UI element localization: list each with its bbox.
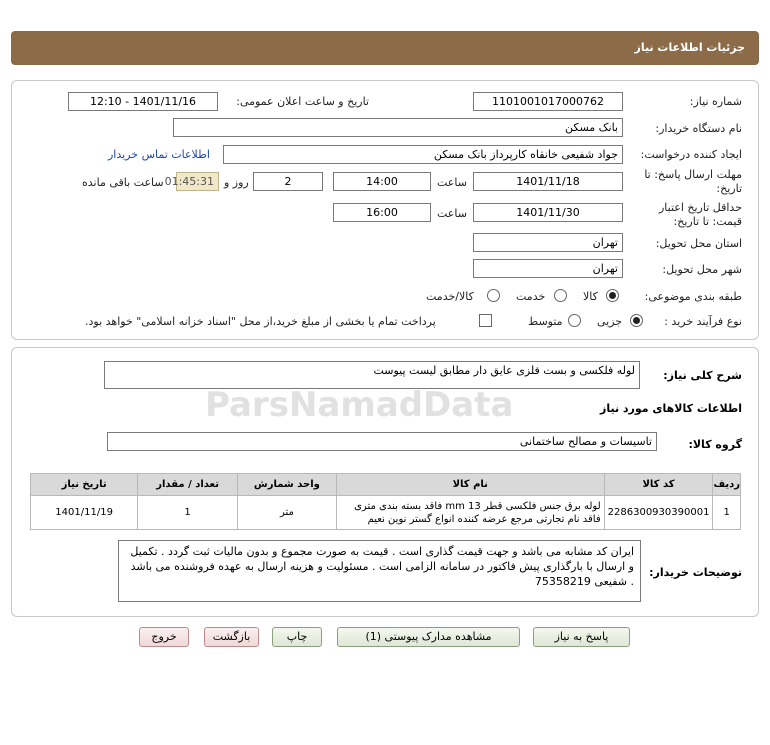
category-label: طبقه بندی موضوعی: bbox=[644, 290, 742, 303]
page-header bbox=[11, 31, 759, 65]
process-label: نوع فرآیند خرید : bbox=[664, 315, 742, 328]
category-radio-goods-service[interactable] bbox=[487, 289, 500, 302]
summary-field: لوله فلکسی و بست فلزی عایق دار مطابق لیست پیوست bbox=[104, 361, 640, 389]
process-option-minor: جزیی bbox=[597, 315, 623, 328]
process-radio-medium[interactable] bbox=[568, 314, 581, 327]
deadline-label-2: تاریخ: bbox=[716, 182, 742, 195]
view-attachments-button[interactable]: مشاهده مدارک پیوستی (1) bbox=[337, 627, 520, 647]
buyer-org-field: بانک مسکن bbox=[173, 118, 623, 137]
cell-name-line1: لوله برق جنس فلکسی قطر mm 13 فاقد بسته بندی متری bbox=[354, 500, 601, 512]
treasury-payment-note: پرداخت تمام یا بخشی از مبلغ خرید،از محل "اسناد خزانه اسلامی" خواهد بود. bbox=[85, 315, 436, 328]
goods-table bbox=[30, 473, 741, 530]
goods-info-title: اطلاعات کالاهای مورد نیاز bbox=[600, 402, 742, 415]
goods-group-field: تاسیسات و مصالح ساختمانی bbox=[107, 432, 657, 451]
buyer-notes-label: توضیحات خریدار: bbox=[649, 566, 742, 579]
deadline-label-1: مهلت ارسال پاسخ: تا bbox=[644, 168, 742, 181]
table-row bbox=[31, 496, 741, 530]
requester-field: جواد شفیعی خانقاه کارپرداز بانک مسکن bbox=[223, 145, 623, 164]
province-field: تهران bbox=[473, 233, 623, 252]
category-option-goods-service: کالا/خدمت bbox=[426, 290, 474, 303]
validity-time-label: ساعت bbox=[437, 207, 467, 220]
cell-unit: متر bbox=[237, 496, 336, 530]
cell-code: 2286300930390001 bbox=[604, 496, 713, 530]
cell-name-line2: فاقد نام تجارتی مرجع عرضه کننده انواع گستر نوین نعیم bbox=[367, 513, 601, 525]
validity-label-2: قیمت: تا تاریخ: bbox=[673, 215, 742, 228]
col-unit: واحد شمارش bbox=[237, 474, 336, 496]
announce-label: تاریخ و ساعت اعلان عمومی: bbox=[236, 95, 369, 108]
need-number-field: 1101001017000762 bbox=[473, 92, 623, 111]
remaining-timer: 01:45:31 bbox=[176, 172, 219, 191]
col-row: ردیف bbox=[713, 474, 741, 496]
remaining-label: ساعت باقی مانده bbox=[82, 176, 164, 189]
requester-label: ایجاد کننده درخواست: bbox=[640, 148, 742, 161]
goods-group-label: گروه کالا: bbox=[688, 438, 742, 451]
col-code: کد کالا bbox=[604, 474, 713, 496]
buyer-notes-field: ایران کد مشابه می باشد و جهت قیمت گذاری است . قیمت به صورت مجموع و بدون مالیات ثبت گردد . تکمیل و ارسال با بارگذاری پیش فاکتور در سامانه الزامی است . مسئولیت و هزینه ارسال به عهده فروشنده می باشد . شفیعی 75358219 bbox=[118, 540, 641, 602]
city-label: شهر محل تحویل: bbox=[662, 263, 742, 276]
reply-button[interactable]: پاسخ به نیاز bbox=[533, 627, 630, 647]
deadline-time-label: ساعت bbox=[437, 176, 467, 189]
announce-field: 1401/11/16 - 12:10 bbox=[68, 92, 218, 111]
summary-label: شرح کلی نیاز: bbox=[663, 369, 742, 382]
back-button[interactable]: بازگشت bbox=[204, 627, 259, 647]
buyer-org-label: نام دستگاه خریدار: bbox=[655, 122, 742, 135]
validity-date-field: 1401/11/30 bbox=[473, 203, 623, 222]
category-radio-service[interactable] bbox=[554, 289, 567, 302]
exit-button[interactable]: خروج bbox=[139, 627, 189, 647]
treasury-payment-checkbox[interactable] bbox=[479, 314, 492, 327]
page-title: جزئیات اطلاعات نیاز bbox=[634, 41, 745, 54]
cell-date: 1401/11/19 bbox=[31, 496, 138, 530]
print-button[interactable]: چاپ bbox=[272, 627, 322, 647]
col-name: نام کالا bbox=[336, 474, 604, 496]
col-date: تاریخ نیاز bbox=[31, 474, 138, 496]
province-label: استان محل تحویل: bbox=[655, 237, 742, 250]
cell-qty: 1 bbox=[138, 496, 238, 530]
deadline-days-field: 2 bbox=[253, 172, 323, 191]
validity-time-field: 16:00 bbox=[333, 203, 431, 222]
process-option-medium: متوسط bbox=[528, 315, 563, 328]
watermark-brand: ParsNamadData bbox=[205, 385, 514, 425]
buyer-contact-link[interactable]: اطلاعات تماس خریدار bbox=[108, 148, 210, 161]
process-radio-minor[interactable] bbox=[630, 314, 643, 327]
cell-row: 1 bbox=[713, 496, 741, 530]
category-radio-goods[interactable] bbox=[606, 289, 619, 302]
days-label: روز و bbox=[224, 176, 249, 189]
category-option-service: خدمت bbox=[516, 290, 546, 303]
cell-name bbox=[336, 496, 604, 530]
goods-table-header bbox=[31, 474, 741, 496]
col-qty: تعداد / مقدار bbox=[138, 474, 238, 496]
need-number-label: شماره نیاز: bbox=[689, 95, 742, 108]
category-option-goods: کالا bbox=[583, 290, 598, 303]
city-field: تهران bbox=[473, 259, 623, 278]
deadline-date-field: 1401/11/18 bbox=[473, 172, 623, 191]
deadline-time-field: 14:00 bbox=[333, 172, 431, 191]
validity-label-1: حداقل تاریخ اعتبار bbox=[658, 201, 742, 214]
